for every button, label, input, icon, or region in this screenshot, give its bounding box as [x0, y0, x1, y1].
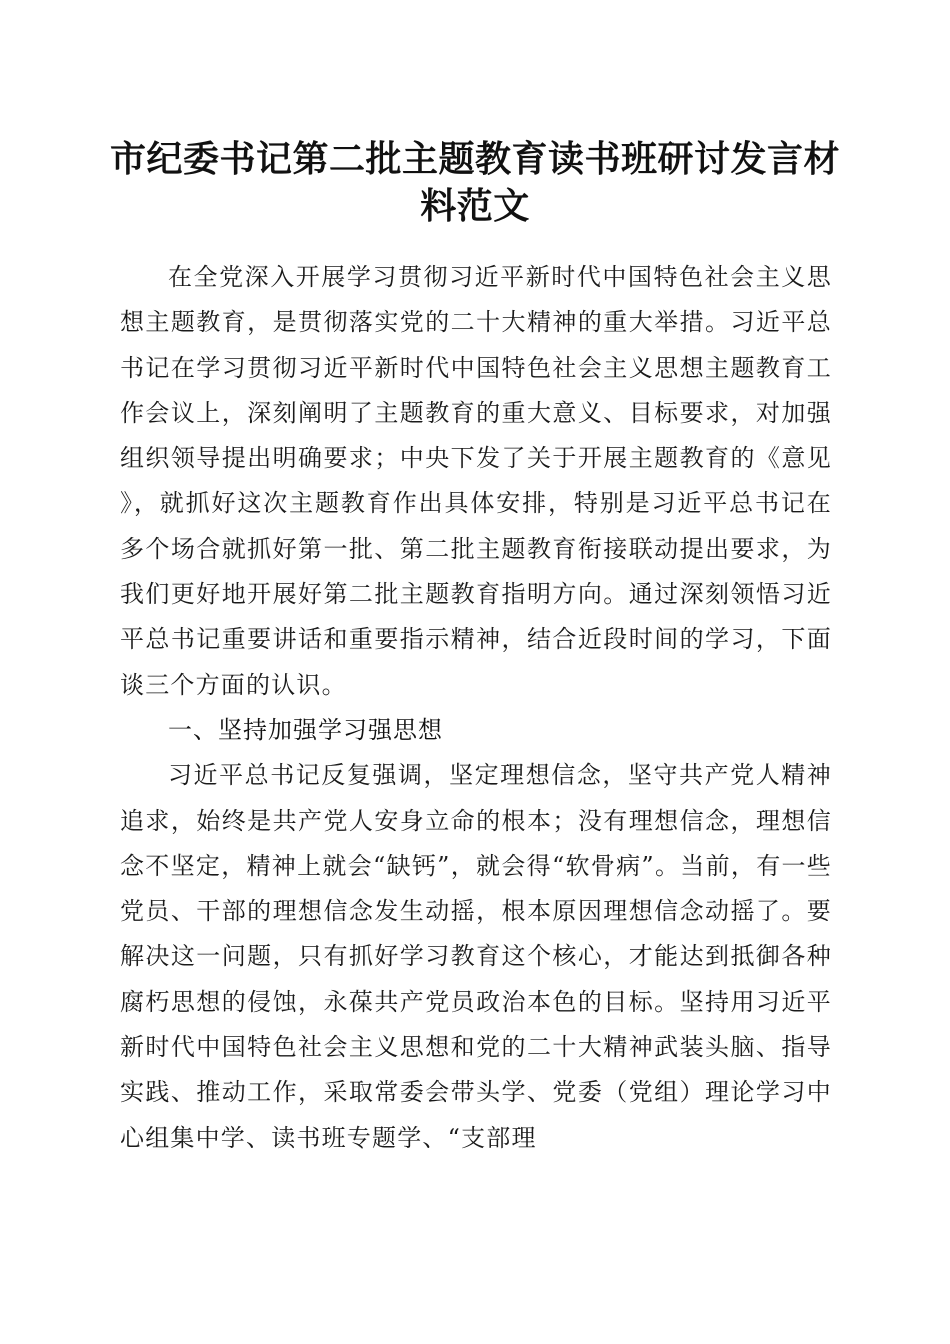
intro-paragraph: 在全党深入开展学习贯彻习近平新时代中国特色社会主义思想主题教育，是贯彻落实党的二十大精神的重大举措。习近平总书记在学习贯彻习近平新时代中国特色社会主义思想主题教育工作会议上，深刻阐明了主题教育的重大意义、目标要求，对加强组织领导提出明确要求；中央下发了关于开展主题教育的《意见》，就抓好这次主题教育作出具体安排，特别是习近平总书记在多个场合就抓好第一批、第二批主题教育衔接联动提出要求，为我们更好地开展好第二批主题教育指明方向。通过深刻领悟习近平总书记重要讲话和重要指示精神，结合近段时间的学习，下面谈三个方面的认识。	[120, 263, 832, 699]
document-body	[120, 255, 832, 1161]
section-paragraph: 习近平总书记反复强调，坚定理想信念，坚守共产党人精神追求，始终是共产党人安身立命的根本；没有理想信念，理想信念不坚定，精神上就会“缺钙”，就会得“软骨病”。当前，有一些党员、干部的理想信念发生动摇，根本原因理想信念动摇了。要解决这一问题，只有抓好学习教育这个核心，才能达到抵御各种腐朽思想的侵蚀，永葆共产党员政治本色的目标。坚持用习近平新时代中国特色社会主义思想和党的二十大精神武装头脑、指导实践、推动工作，采取常委会带头学、党委（党组）理论学习中心组集中学、读书班专题学、“支部理	[120, 761, 832, 1152]
section-heading: 一、坚持加强学习强思想	[168, 715, 443, 744]
document-title: 市纪委书记第二批主题教育读书班研讨发言材料范文	[110, 138, 841, 227]
